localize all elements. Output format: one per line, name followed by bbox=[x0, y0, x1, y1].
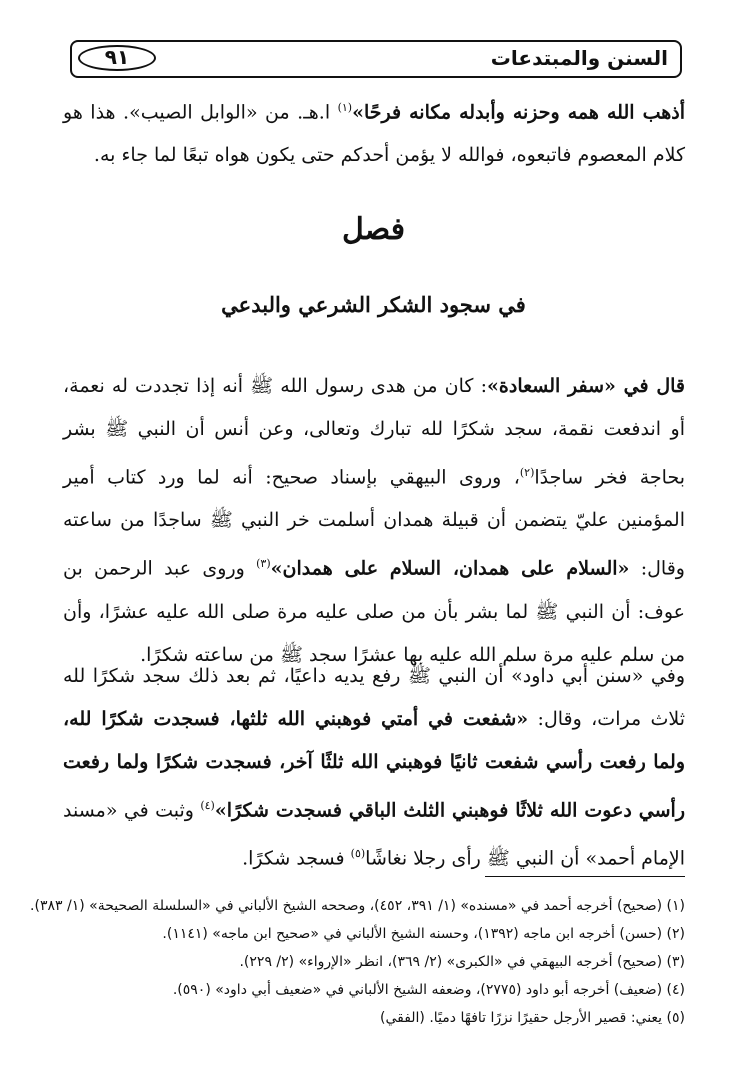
para1-text-a: : كان من هدى رسول الله ﷺ أنه إذا تجددت له نعمة، أو اندفعت نقمة، سجد شكرًا لله تبارك وتعالى، وعن أنس أن النبي ﷺ بشر بحاجة فخر ساجدًا bbox=[63, 375, 685, 489]
footnote-divider bbox=[485, 876, 685, 877]
footnote-2: (٢) (حسن) أخرجه ابن ماجه (١٣٩٢)، وحسنه الشيخ الألباني في «صحيح ابن ماجه» (١١٤١). bbox=[162, 926, 685, 942]
footnote-ref-1: (١) bbox=[337, 101, 353, 114]
para1-text-c: وروى عبد الرحمن بن عوف: أن النبي ﷺ لما بشر بأن من صلى عليه مرة صلى الله عليه عشرًا، وأن من سلم عليه مرة سلم الله عليه بها عشرًا سجد ﷺ من ساعته شكرًا. bbox=[63, 557, 685, 666]
para1-quote: «السلام على همدان، السلام على همدان» bbox=[270, 557, 630, 580]
para2-quote: «شفعت في أمتي فوهبني الله ثلثها، فسجدت شكرًا لله، ولما رفعت رأسي شفعت ثانيًا فوهبني الله ثلثًا آخر، فسجدت شكرًا ولما رفعت رأسي دعوت الله ثلاثًا فوهبني الثلث الباقي فسجدت شكرًا» bbox=[63, 708, 685, 822]
paragraph-1 bbox=[63, 365, 685, 677]
para2-text-b: وثبت في «مسند الإمام أحمد» أن النبي ﷺ رأى رجلا نغاشًا bbox=[63, 799, 685, 870]
para1-lead: قال في «سفر السعادة» bbox=[487, 375, 685, 397]
footnote-1: (١) (صحيح) أخرجه أحمد في «مسنده» (١/ ٣٩١، ٤٥٢)، وصححه الشيخ الألباني في «السلسلة الصحيحة» (١/ ٣٨٣). bbox=[30, 898, 685, 914]
footnotes bbox=[30, 892, 685, 1032]
intro-paragraph bbox=[63, 86, 685, 177]
section-title: في سجود الشكر الشرعي والبدعي bbox=[221, 292, 526, 317]
chapter-title: فصل bbox=[341, 212, 406, 247]
footnote-ref-5: (٥) bbox=[350, 847, 366, 861]
footnote-ref-2: (٢) bbox=[519, 466, 535, 479]
footnote-ref-3: (٣) bbox=[256, 557, 271, 571]
header-title: السنن والمبتدعات bbox=[490, 46, 668, 70]
page-header bbox=[70, 40, 682, 78]
page-number: ٩١ bbox=[78, 45, 156, 71]
intro-line-2: المعصوم فاتبعوه، فوالله لا يؤمن أحدكم حتى يكون هواه تبعًا لما جاء به. bbox=[93, 144, 647, 167]
paragraph-2 bbox=[63, 655, 685, 881]
footnote-5: (٥) يعني: قصير الأرجل حقيرًا نزرًا تافهًا دميًا. (الفقي) bbox=[379, 1010, 685, 1026]
para1-text-b: ، وروى البيهقي بإسناد صحيح: أنه لما ورد كتاب أمير المؤمنين عليّ يتضمن أن قبيلة همدان أسلمت خر النبي ﷺ ساجدًا من ساعته وقال: bbox=[63, 466, 685, 580]
footnote-4: (٤) (ضعيف) أخرجه أبو داود (٢٧٧٥)، وضعفه الشيخ الألباني في «ضعيف أبي داود» (٥٩٠). bbox=[172, 982, 685, 998]
para2-text-c: فسجد شكرًا. bbox=[242, 847, 351, 870]
intro-quote: أذهب الله همه وحزنه وأبدله مكانه فرحًا» bbox=[352, 101, 685, 124]
intro-source: ا.هـ. من «الوابل الصيب». هذا هو كلام bbox=[63, 101, 685, 167]
footnote-3: (٣) (صحيح) أخرجه البيهقي في «الكبرى» (٢/ ٣٦٩)، انظر «الإرواء» (٢/ ٢٢٩). bbox=[239, 954, 685, 970]
footnote-ref-4: (٤) bbox=[200, 799, 215, 812]
para2-text-a: وفي «سنن أبي داود» أن النبي ﷺ رفع يديه داعيًا، ثم بعد ذلك سجد شكرًا لله ثلاث مرات، وقال: bbox=[63, 665, 686, 730]
